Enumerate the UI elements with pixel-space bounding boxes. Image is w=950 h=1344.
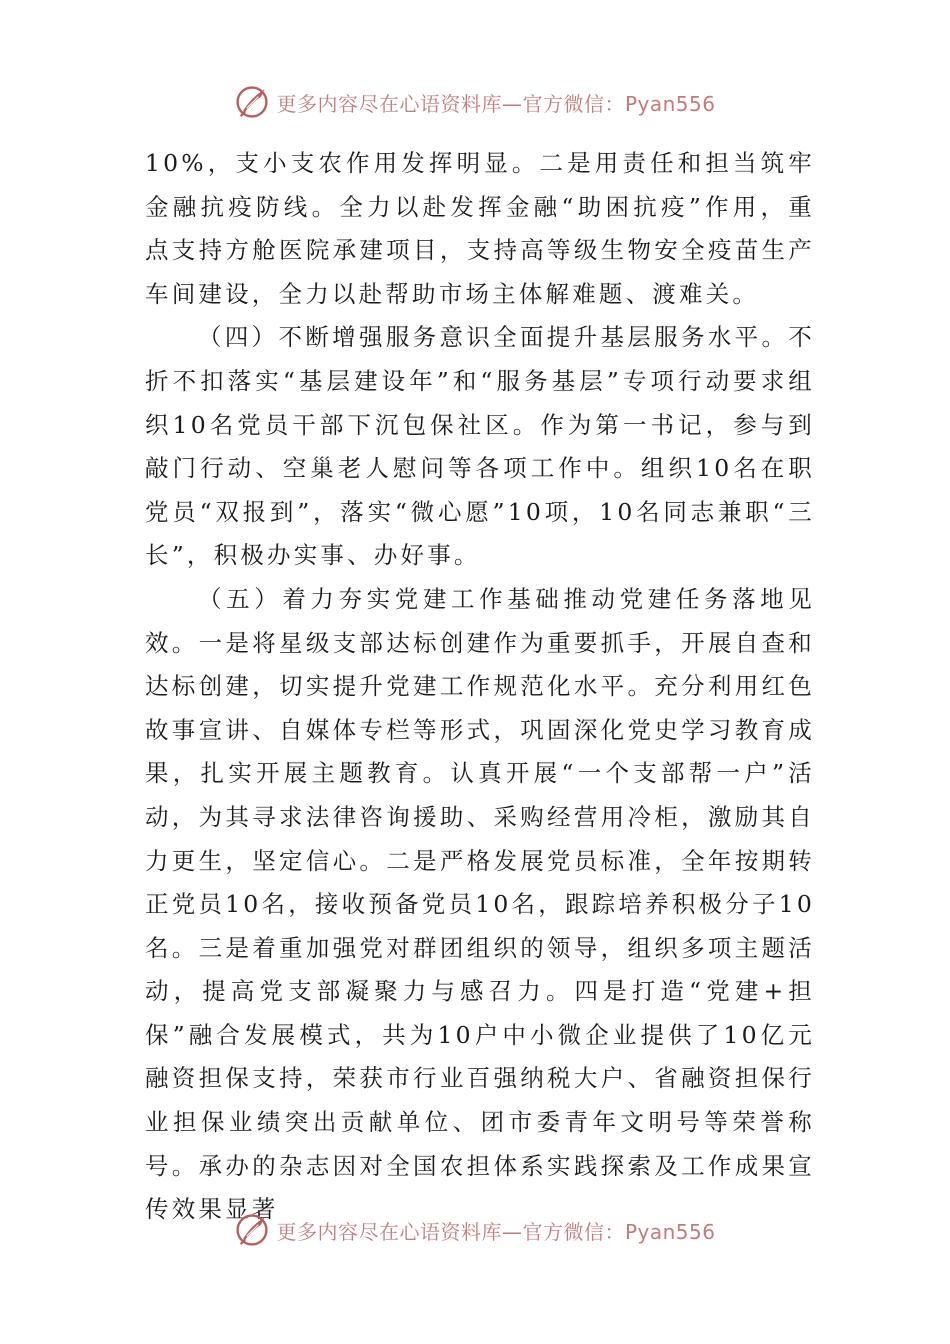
pen-nib-logo-icon — [234, 84, 270, 120]
watermark-group — [234, 84, 715, 120]
header-watermark — [0, 80, 950, 124]
paragraph-section-five: （五）着力夯实党建工作基础推动党建任务落地见效。一是将星级支部达标创建作为重要抓手，开展自查和达标创建，切实提升党建工作规范化水平。充分利用红色故事宣讲、自媒体专栏等形式，巩固深化党史学习教育成果，扎实开展主题教育。认真开展“一个支部帮一户”活动，为其寻求法律咨询援助、采购经营用冷柜，激励其自力更生，坚定信心。二是严格发展党员标准，全年按期转正党员10名，接收预备党员10名，跟踪培养积极分子10名。三是着重加强党对群团组织的领导，组织多项主题活动，提高党支部凝聚力与感召力。四是打造“党建+担保”融合发展模式，共为10户中小微企业提供了10亿元融资担保支持，荣获市行业百强纳税大户、省融资担保行业担保业绩突出贡献单位、团市委青年文明号等荣誉称号。承办的杂志因对全国农担体系实践探索及工作成果宣传效果显著 — [145, 584, 815, 1224]
paragraph-section-four: （四）不断增强服务意识全面提升基层服务水平。不折不扣落实“基层建设年”和“服务基层”专项行动要求组织10名党员干部下沉包保社区。作为第一书记，参与到敲门行动、空巢老人慰问等各项工作中。组织10名在职党员“双报到”，落实“微心愿”10项，10名同志兼职“三长”，积极办实事、办好事。 — [145, 323, 815, 570]
document-body — [145, 142, 815, 1232]
watermark-text: 更多内容尽在心语资料库—官方微信：Pyan556 — [276, 91, 716, 116]
footer-watermark — [0, 1208, 950, 1252]
pen-nib-logo-icon — [234, 1212, 270, 1248]
watermark-text: 更多内容尽在心语资料库—官方微信：Pyan556 — [276, 1219, 716, 1244]
paragraph-continuation: 10%，支小支农作用发挥明显。二是用责任和担当筑牢金融抗疫防线。全力以赴发挥金融“助困抗疫”作用，重点支持方舱医院承建项目，支持高等级生物安全疫苗生产车间建设，全力以赴帮助市场主体解难题、渡难关。 — [145, 149, 815, 308]
watermark-group — [234, 1212, 715, 1248]
